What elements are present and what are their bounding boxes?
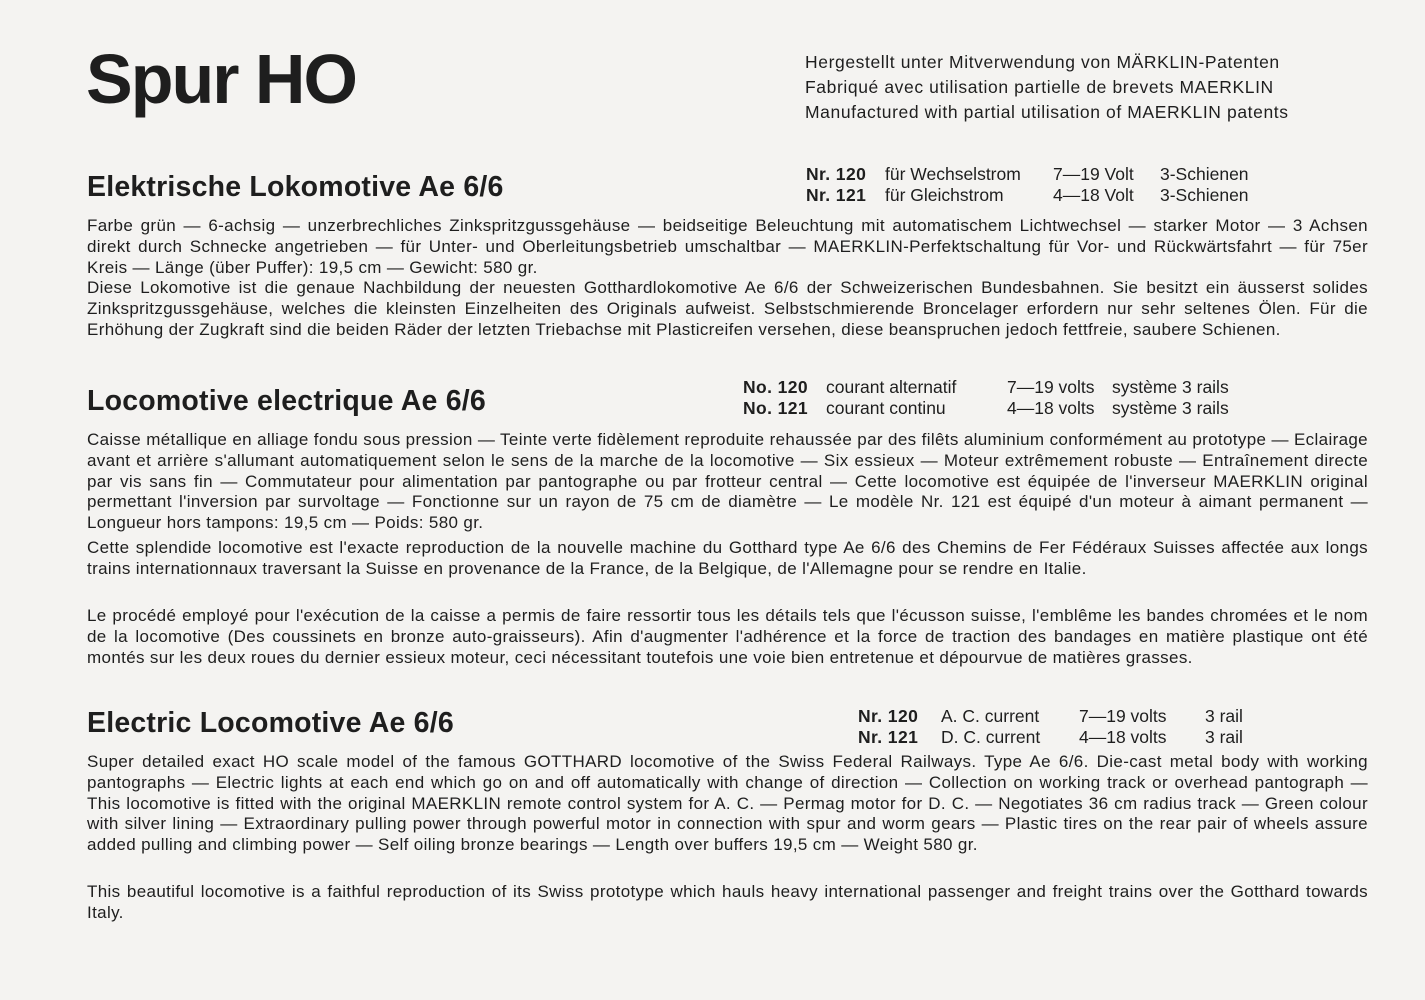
model-number: Nr. 120 <box>858 706 919 726</box>
model-rail: 3-Schienen <box>1160 164 1249 184</box>
model-voltage: 7—19 volts <box>1007 377 1095 397</box>
model-rail: 3 rail <box>1205 706 1243 726</box>
patent-notice <box>805 50 1289 125</box>
model-row <box>858 706 1243 727</box>
model-number: Nr. 121 <box>858 726 919 747</box>
model-rail: système 3 rails <box>1112 377 1229 397</box>
model-current: für Gleichstrom <box>885 184 1004 205</box>
english-model-list <box>858 706 1243 747</box>
french-paragraph: Caisse métallique en alliage fondu sous pression — Teinte verte fidèlement reproduite rehaussée par des filêts aluminium conformément au prototype — Eclairage avant et arrière s'allumant automatiquement selon le sens de la marche de la locomotive — Six essieux — Moteur extrêmement robuste — Entraînement directe par vis sans fin — Commutateur pour alimentation par pantographe ou par frotteur central — Cette locomotive est équipée de l'inverseur MAERKLIN original permettant l'inversion par survoltage — Fonctionne sur un rayon de 75 cm de diamètre — Le modèle Nr. 121 est équipé d'un moteur à aimant permanent — Longueur hors tampons: 19,5 cm — Poids: 580 gr. <box>87 430 1368 533</box>
model-current: D. C. current <box>941 726 1041 747</box>
model-voltage: 7—19 volts <box>1079 706 1167 726</box>
model-voltage: 4—18 Volt <box>1053 184 1134 205</box>
french-paragraph: Le procédé employé pour l'exécution de la caisse a permis de faire ressortir tous les détails tels que l'écusson suisse, l'emblême les bandes chromées et le nom de la locomotive (Des coussinets en bronze auto-graisseurs). Afin d'augmenter l'adhérence et la force de traction des bandages en matière plastique ont été montés sur les deux roues du dernier essieux moteur, ceci nécessitant toutefois une voie bien entretenue et dépourvue de matières grasses. <box>87 606 1368 667</box>
model-row <box>806 164 1249 185</box>
german-model-list <box>806 164 1249 205</box>
model-row <box>743 377 1229 398</box>
model-voltage: 4—18 volts <box>1079 726 1167 747</box>
model-voltage: 4—18 volts <box>1007 397 1095 418</box>
french-model-list <box>743 377 1229 418</box>
german-paragraph: Farbe grün — 6-achsig — unzerbrechliches Zinkspritzgussgehäuse — beidseitige Beleuchtung mit automatischem Lichtwechsel — starker Motor — 3 Achsen direkt durch Schnecke angetrieben — für Unter- und Oberleitungsbetrieb umschaltbar — MAERKLIN-Perfektschaltung für Vor- und Rückwärtsfahrt — für 75er Kreis — Länge (über Puffer): 19,5 cm — Gewicht: 580 gr. <box>87 216 1368 277</box>
model-rail: 3-Schienen <box>1160 184 1249 205</box>
model-number: No. 120 <box>743 377 809 397</box>
model-number: No. 121 <box>743 397 809 418</box>
english-section-title: Electric Locomotive Ae 6/6 <box>87 707 454 739</box>
german-section-title: Elektrische Lokomotive Ae 6/6 <box>87 171 504 203</box>
model-number: Nr. 121 <box>806 184 867 205</box>
english-paragraph: This beautiful locomotive is a faithful reproduction of its Swiss prototype which hauls heavy international passenger and freight trains over the Gotthard towards Italy. <box>87 882 1368 922</box>
model-rail: 3 rail <box>1205 726 1243 747</box>
model-row <box>858 727 1243 748</box>
model-current: courant alternatif <box>826 377 957 397</box>
model-voltage: 7—19 Volt <box>1053 164 1134 184</box>
patent-line-french: Fabriqué avec utilisation partielle de brevets MAERKLIN <box>805 77 1274 97</box>
model-row <box>743 398 1229 419</box>
model-current: A. C. current <box>941 706 1040 726</box>
model-current: courant continu <box>826 397 946 418</box>
patent-line-german: Hergestellt unter Mitverwendung von MÄRKLIN-Patenten <box>805 52 1280 72</box>
french-section-title: Locomotive electrique Ae 6/6 <box>87 385 486 417</box>
model-row <box>806 185 1249 206</box>
patent-line-english: Manufactured with partial utilisation of MAERKLIN patents <box>805 102 1289 122</box>
model-rail: système 3 rails <box>1112 397 1229 418</box>
french-paragraph: Cette splendide locomotive est l'exacte reproduction de la nouvelle machine du Gotthard type Ae 6/6 des Chemins de Fer Fédéraux Suisses affectée aux longs trains internationnaux traversant la Suisse en provenance de la France, de la Belgique, de l'Allemagne pour se rendre en Italie. <box>87 538 1368 578</box>
english-paragraph: Super detailed exact HO scale model of the famous GOTTHARD locomotive of the Swiss Federal Railways. Type Ae 6/6. Die-cast metal body with working pantographs — Electric lights at each end which go on and off automatically with change of direction — Collection on working track or overhead pantograph — This locomotive is fitted with the original MAERKLIN remote control system for A. C. — Permag motor for D. C. — Negotiates 36 cm radius track — Green colour with silver lining — Extraordinary pulling power through powerful motor in connection with spur and worm gears — Plastic tires on the rear pair of wheels assure added pulling and climbing power — Self oiling bronze bearings — Length over buffers 19,5 cm — Weight 580 gr. <box>87 752 1368 855</box>
page-title: Spur HO <box>86 40 356 118</box>
model-current: für Wechselstrom <box>885 164 1021 184</box>
model-number: Nr. 120 <box>806 164 867 184</box>
german-paragraph: Diese Lokomotive ist die genaue Nachbildung der neuesten Gotthardlokomotive Ae 6/6 der Schweizerischen Bundesbahnen. Sie besitzt ein äusserst solides Zinkspritzgussgehäuse, welches die kleinsten Einzelheiten des Originals aufweist. Selbstschmierende Broncelager erfordern nur sehr seltenes Ölen. Für die Erhöhung der Zugkraft sind die beiden Räder der letzten Triebachse mit Plasticreifen versehen, diese beanspruchen jedoch fettfreie, saubere Schienen. <box>87 278 1368 339</box>
